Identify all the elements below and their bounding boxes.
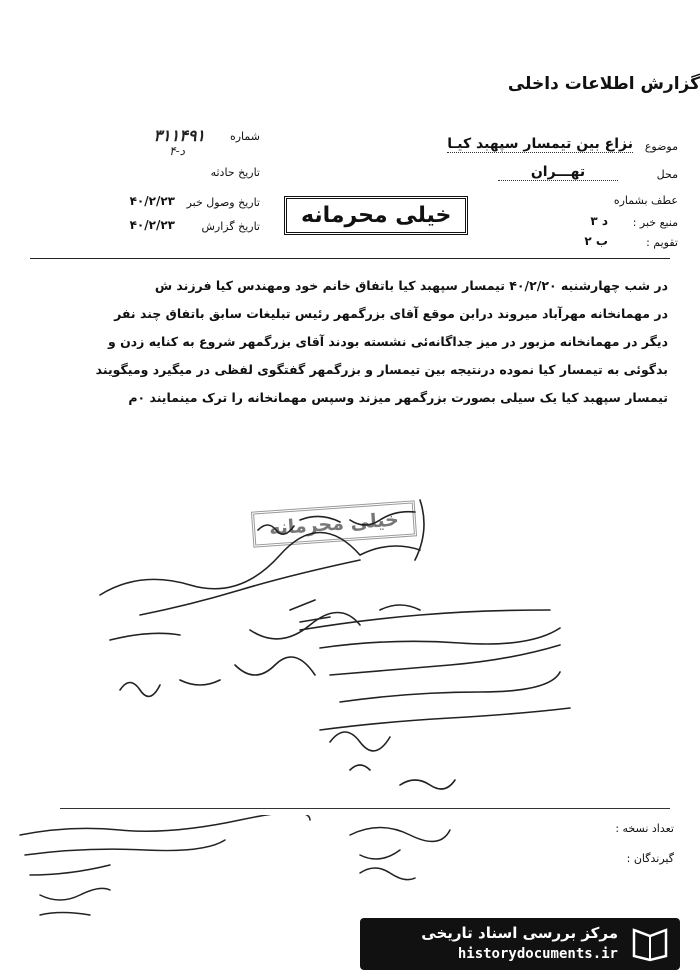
subject-value: نزاع بین تیمسار سپهبد کیـا — [447, 136, 633, 152]
rating-label: تقویم : — [646, 236, 678, 249]
watermark-org: مرکز بررسی اسناد تاریخی — [421, 924, 618, 942]
place-value: تهـــران — [498, 164, 618, 181]
number-value: ۳۱۱۴۹۱ — [153, 126, 205, 145]
header-divider — [30, 258, 670, 259]
confidential-stamp: خیلی محرمانه — [284, 196, 468, 235]
recipients-label: گیرندگان : — [626, 852, 674, 865]
event-date-label: تاریخ حادثه — [210, 166, 260, 179]
body-line: دیگر در مهمانخانه مزبور در میز جداگانه‌ئی نشسته بودند آقای بزرگمهر شروع به کنایه زدن و — [107, 334, 668, 349]
document-title: گزارش اطلاعات داخلی — [507, 74, 700, 94]
place-label: محل — [656, 168, 678, 181]
receipt-date-value: ۴۰/۲/۲۳ — [129, 194, 175, 208]
number-label: شماره — [229, 130, 260, 143]
report-date-value: ۴۰/۲/۲۳ — [129, 218, 175, 232]
handwritten-annotations — [0, 480, 700, 820]
header-left — [60, 126, 260, 244]
source-value: د ۳ — [590, 214, 608, 228]
number-sub: د-۴ — [169, 144, 185, 158]
rating-value: ب ۲ — [584, 234, 608, 248]
receipt-date-label: تاریخ وصول خبر — [186, 196, 260, 209]
watermark-url: historydocuments.ir — [457, 946, 618, 962]
source-label: منبع خبر : — [632, 216, 678, 229]
handwritten-notes-bottom — [0, 815, 700, 925]
confidential-stamp-faded: خیلی محرمانه — [251, 500, 417, 547]
report-date-label: تاریخ گزارش — [201, 220, 260, 233]
ref-label: عطف بشماره — [613, 194, 678, 207]
body-line: در شب چهارشنبه ۴۰/۲/۲۰ تیمسار سپهبد کیا باتفاق خانم خود ومهندس کیا فرزند ش — [154, 278, 668, 293]
header-right — [378, 136, 678, 254]
subject-label: موضوع — [644, 140, 678, 153]
body-line: در مهمانخانه مهرآباد میروند درابن موقع آقای بزرگمهر رئیس تبلیغات سابق باتفاق چند نفر — [114, 306, 668, 321]
book-emblem-icon — [630, 926, 670, 962]
body-line: بدگوئی به تیمسار کیا نموده درنتیجه بین تیمسار و بزرگمهر گفتگوی لفظی در میگیرد ومیگویند — [95, 362, 668, 377]
copies-label: تعداد نسخه : — [615, 822, 674, 835]
body-line: تیمسار سپهبد کیا یک سیلی بصورت بزرگمهر میزند وسپس مهمانخانه را ترک مینمایند ۰م — [128, 390, 668, 405]
footer-divider — [60, 808, 670, 809]
report-body — [48, 272, 668, 412]
watermark-logo — [360, 918, 680, 970]
